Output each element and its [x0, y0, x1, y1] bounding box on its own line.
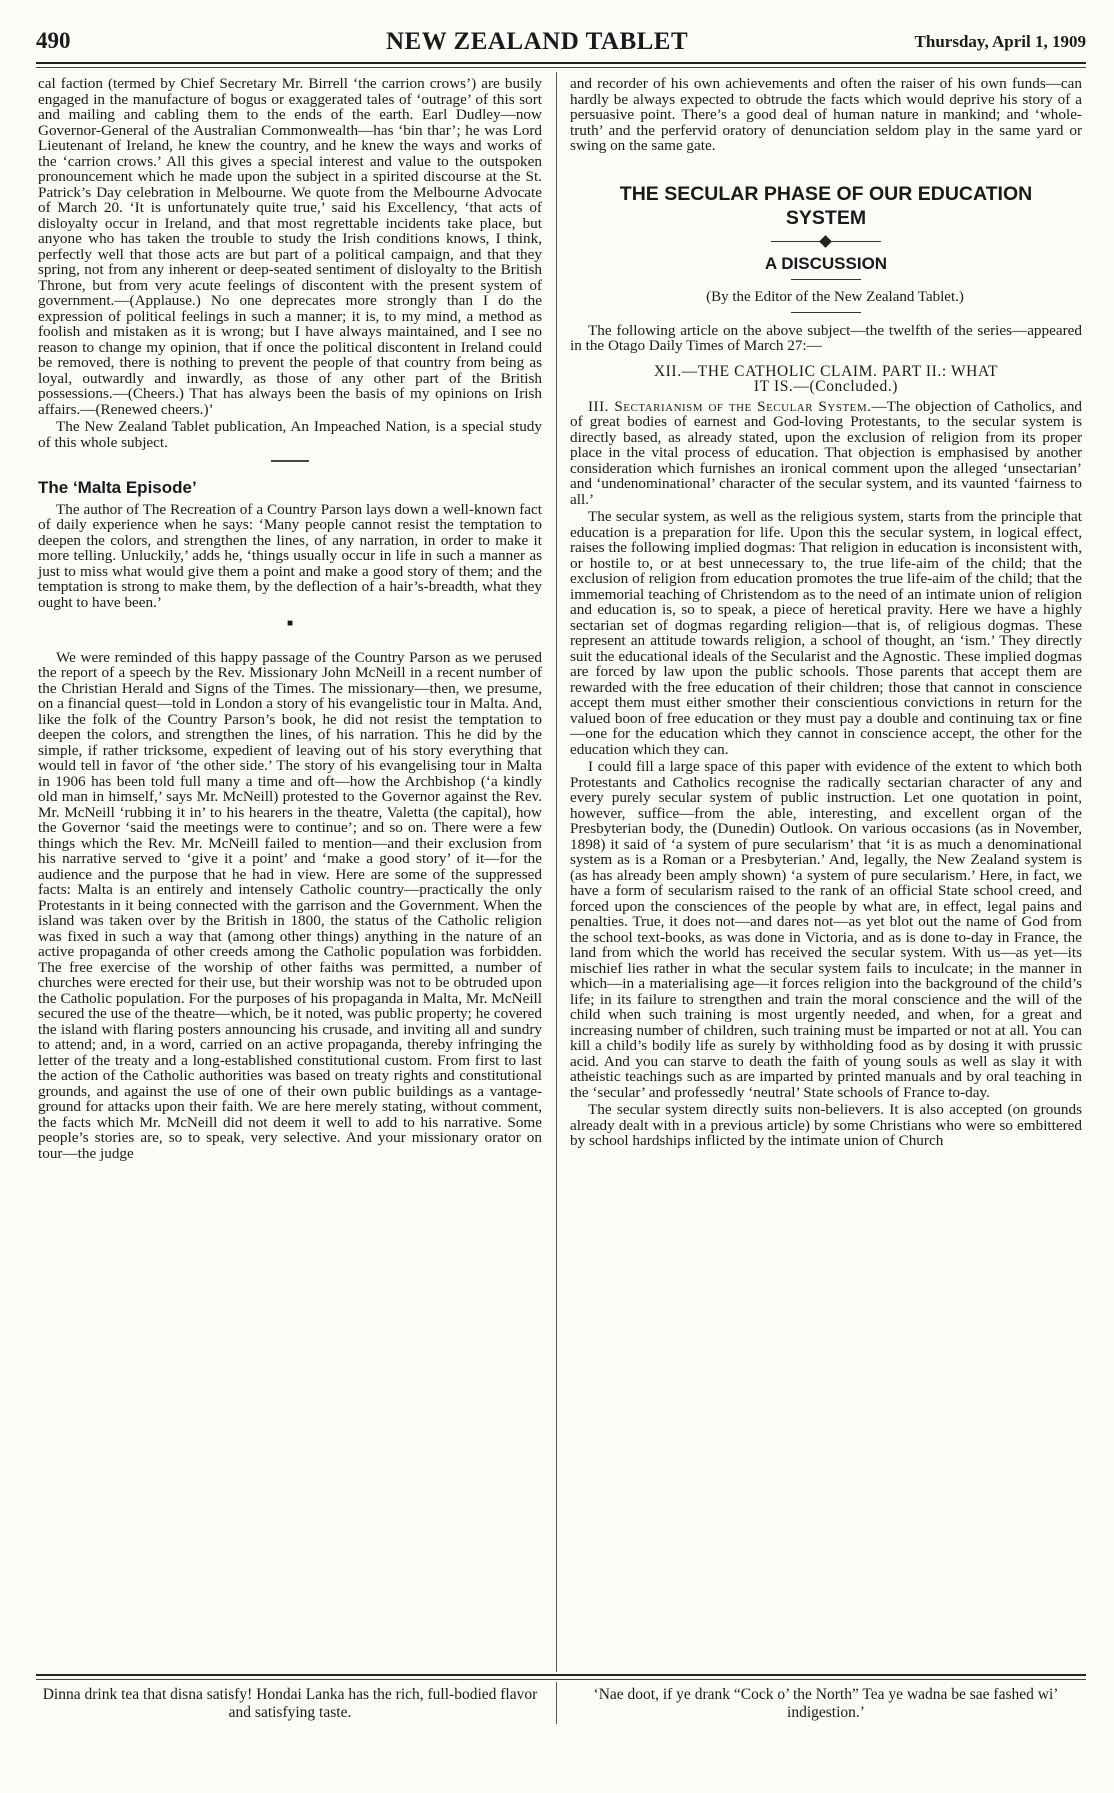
part-heading-line: IT IS.—(Concluded.)	[753, 378, 899, 395]
section-rule	[271, 460, 309, 462]
column-divider	[556, 72, 557, 1672]
footer-advert-right: ‘Nae doot, if ye drank “Cock o’ the North” Tea ye wadna be sae fashed wi’ indigestion.’	[593, 1686, 1059, 1721]
body-paragraph: We were reminded of this happy passage of the Country Parson as we perused the report of a speech by the Rev. Missionary John McNeill in a recent number of the Christian Herald and Signs of the Times. The missionary—then, we presume, on a financial quest—told in London a story of his evangelistic tour in Malta. And, like the folk of the Country Parson’s book, he did not resist the temptation to deepen the colors, and strengthen the lines, of his narration. This he did by the simple, if rather tricksome, expedient of leaving out of his story everything that would tell in favor of ‘the other side.’ The story of his evangelising tour in Malta in 1906 has been told full many a time and oft—how the Archbishop (‘a kindly old man in himself,’ says Mr. McNeill) protested to the Governor against the Rev. Mr. McNeill ‘rubbing it in’ to his hearers in the theatre, Valetta (the capital), how the Governor ‘said the meetings were to continue’; and so on. There were a few things which the Rev. Mr. McNeill failed to mention—and their exclusion from his narrative served to ‘give it a point’ and ‘make a good story’ of it—for the audience and the purpose that he had in view. Here are some of the suppressed facts: Malta is an entirely and intensely Catholic country—practically the only Protestants in it being connected with the garrison and the Government. When the island was taken over by the British in 1800, the status of the Catholic religion was fixed in such a way that (among other things) anything in the nature of an active propaganda of other creeds among the Catholic population was forbidden. The free exercise of the worship of other faiths was permitted, a number of churches were erected for their use, but their worship was not to be obtruded upon the Catholic population. For the purposes of his propaganda in Malta, Mr. McNeill secured the use of the theatre—which, be it noted, was public property; he covered the island with flaring posters announcing his crusade, and inviting all and sundry to attend; and, in a word, carried on an active propaganda, thereby infringing the letter of the treaty and a long-established constitutional custom. From first to last the action of the Catholic authorities was based on treaty rights and constitutional grounds, and against the use of one of their own public buildings as a vantage-ground for attacks upon their faith. We are here merely stating, without comment, the facts which Mr. McNeill did not deem it well to add to his narrative. Some people’s stories are, so to speak, very selective. And your missionary orator on tour—the judge	[38, 648, 542, 1162]
ornamental-rule	[771, 236, 881, 248]
body-paragraph: I could fill a large space of this paper with evidence of the extent to which both Protestants and Catholics recognise the radically sectarian character of any and every purely secular system of public instruction. Let one quotation in point, however, suffice—from the able, interesting, and excellent organ of the Presbyterian body, the (Dunedin) Outlook. On various occasions (as in November, 1898) it said of ‘a system of pure secularism’ that ‘it is as much a denominational system as is a Roman or a Presbyterian.’ And, legally, the New Zealand system is (as has already been amply shown) ‘a system of pure secularism.’ Here, in fact, we have a form of secularism raised to the rank of an official State school creed, and forced upon the consciences of the people by what are, in effect, legal pains and penalties. True, it does not—and dares not—as yet blot out the name of God from the school text-books, as was done in Victoria, and as is done to-day in France, the land from which the world has received the secular system. With us—as yet—its mischief lies rather in what the secular system fails to inculcate; in the manner in which—in a materialising age—it forces religion into the background of the child’s life; in its failure to strengthen and train the moral conscience and the will of the child when such training is most urgently needed, and when, for a great and increasing number of children, such training must be imparted or not at all. You can kill a child’s bodily life as surely by withholding food as by dosing it with prussic acid. And you can starve to death the faith of young souls as well as slay it with atheistic teachings such as are imparted by printed manuals and by oral teaching in the ‘secular’ and professedly ‘neutral’ State schools of France to-day.	[570, 758, 1082, 1101]
byline: (By the Editor of the New Zealand Tablet.)	[706, 289, 964, 305]
section-heading: The ‘Malta Episode’	[38, 478, 197, 497]
section-rule	[791, 279, 861, 280]
article-title-line: SYSTEM	[785, 206, 867, 229]
newspaper-title: NEW ZEALAND TABLET	[386, 28, 689, 55]
masthead	[36, 28, 1086, 62]
body-paragraph: and recorder of his own achievements and often the raiser of his own funds—can hardly be always expected to obtrude the facts which would deprive his story of a persuasive point. There’s a good deal of human nature in mankind; and ‘whole-truth’ and the perfervid oratory of denunciation seldom play in the same yard or swing on the same gate.	[570, 75, 1082, 154]
subsection-text: —The objection of Catholics, and of great bodies of earnest and God-loving Protestants, to the secular system is directly based, as already stated, upon the exclusion of religion from its proper place in the vital process of education. That objection is emphasised by another consideration which furnishes an ironical comment upon the alleged ‘unsectarian’ and ‘undenominational’ character of the secular system, and its vaunted ‘fairness to all.’	[570, 397, 1083, 508]
issue-date: Thursday, April 1, 1909	[914, 32, 1086, 51]
part-heading	[570, 364, 1082, 395]
body-paragraph: cal faction (termed by Chief Secretary Mr. Birrell ‘the carrion crows’) are busily engaged in the manufacture of bogus or exaggerated tales of ‘outrage’ of this sort and mailing and cabling them to the ends of the earth. Earl Dudley—now Governor-General of the Australian Commonwealth—has ‘bin thar’; he was Lord Lieutenant of Ireland, he knew the country, and he knew the ways and works of the ‘carrion crows.’ All this gives a special interest and value to the outspoken pronouncement which he made upon the subject in a spirited discourse at the St. Patrick’s Day celebration in Melbourne. We quote from the Melbourne Advocate of March 20. ‘It is unfortunately quite true,’ said his Excellency, ‘that acts of disloyalty occur in Ireland, and that most regrettable incidents take place, but anyone who has taken the trouble to study the Irish conditions knows, I think, perfectly well that those acts are but part of a political campaign, and that they spring, not from any inherent or deep-seated sentiment of disloyalty to the British Throne, but from very acute feelings of discontent with the present system of government.—(Applause.) No one deprecates more strongly than I do the expression of political feelings in such a manner; it is, to my mind, a method as foolish and mistaken as it is wrong; but I have always maintained, and I see no reason to change my opinion, that if once the political discontent in Ireland could be removed, there is nothing to prevent the people of that country from being as loyal, outwardly and inwardly, as those of any other part of the British possessions.—(Cheers.) That has always been the basis of my opinions on Irish affairs.—(Renewed cheers.)’	[38, 75, 542, 418]
body-paragraph: The New Zealand Tablet publication, An Impeached Nation, is a special study of this whole subject.	[38, 418, 542, 451]
body-paragraph: The secular system directly suits non-believers. It is also accepted (on grounds already dealt with in a previous article) by some Christians who were so embittered by school hardships inflicted by the intimate union of Church	[570, 1101, 1082, 1149]
footer-divider	[556, 1682, 557, 1724]
separator-mark: ■	[286, 618, 294, 629]
section-rule	[791, 312, 861, 313]
subsection-paragraph	[570, 399, 1082, 508]
part-heading-line: XII.—THE CATHOLIC CLAIM. PART II.: WHAT	[653, 362, 999, 380]
header-rule-thin	[36, 67, 1086, 68]
footer-advert-left: Dinna drink tea that disna satisfy! Hondai Lanka has the rich, full-bodied flavor and satisfying taste.	[42, 1686, 538, 1721]
body-paragraph: The secular system, as well as the religious system, starts from the principle that education is a preparation for life. Upon this the secular system, in logical effect, raises the following implied dogmas: That religion in education is inconsistent with, or hostile to, or at best unnecessary to, the true life-aim of the child; that the exclusion of religion from education promotes the true life-aim of the child; that the immemorial teaching of Christendom as to the need of an intimate union of religion and education is, so to speak, a piece of heretical pravity. Here we have a highly sectarian set of dogmas regarding religion—that is, of religious dogmas. These represent an attitude towards religion, a school of thought, an ‘ism.’ They directly suit the educational ideals of the Secularist and the Agnostic. These implied dogmas are forced by law upon the public schools. Those parents that accept them are rewarded with the free education of their children; those that cannot in conscience accept them must either smother their conscientious convictions in return for the valued boon of free education or they must pay a double and continuing tax or fine—one for the education which they cannot in conscience accept, the other for the education which they can.	[570, 508, 1082, 758]
intro-paragraph: The following article on the above subject—the twelfth of the series—appeared in the Otago Daily Times of March 27:—	[570, 321, 1082, 354]
left-column	[38, 76, 542, 1161]
footer-rule	[36, 1674, 1086, 1676]
article-subtitle: A DISCUSSION	[764, 253, 888, 273]
article-title	[570, 182, 1082, 230]
right-column	[570, 76, 1082, 1149]
diamond-icon	[819, 235, 832, 248]
article-title-line: THE SECULAR PHASE OF OUR EDUCATION	[619, 182, 1033, 205]
body-paragraph: The author of The Recreation of a Country Parson lays down a well-known fact of daily experience when he says: ‘Many people cannot resist the temptation to deepen the colors, and strengthen the lines, of any narration, in order to make it more telling. Unluckily,’ adds he, ‘things usually occur in life in such a manner as just to miss what would give them a point and make a good story of them; and the temptation is strong to make them, by the deflection of a hair’s-breadth, what they ought to have been.’	[38, 500, 542, 611]
footer-rule-thin	[36, 1679, 1086, 1680]
page-number: 490	[36, 28, 71, 53]
subsection-label: III. Sectarianism of the Secular System.	[588, 397, 872, 415]
header-rule	[36, 62, 1086, 64]
